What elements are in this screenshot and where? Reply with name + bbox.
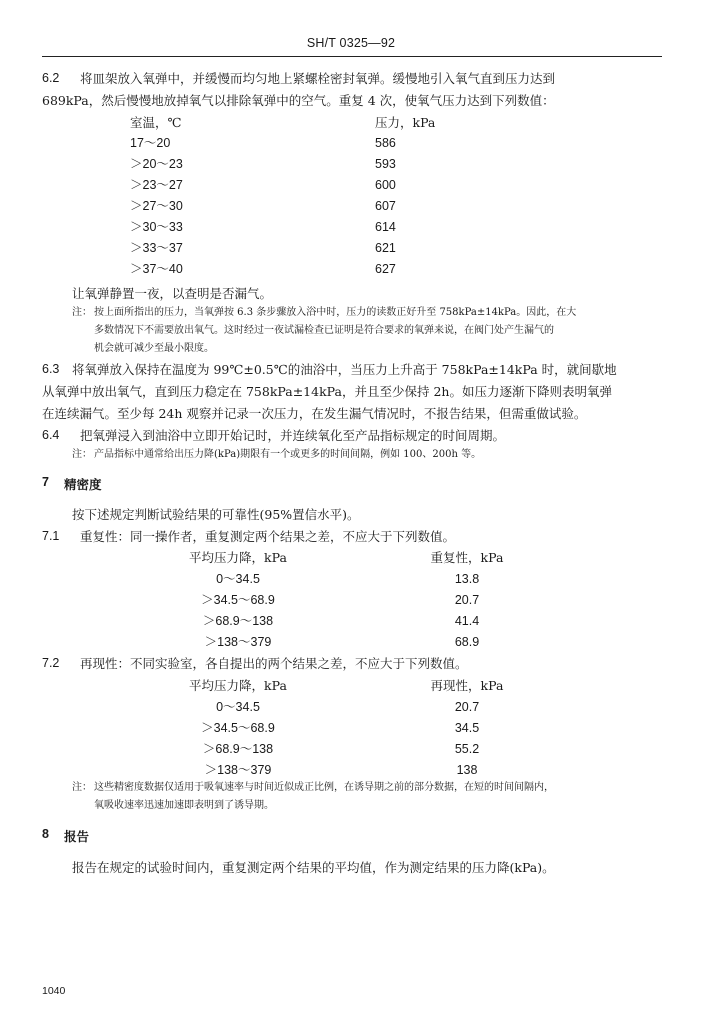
repeatability-range: 0～34.5 <box>216 572 260 586</box>
section-6-3-line-2: 从氧弹中放出氧气，直到压力稳定在 758kPa±14kPa，并且至少保持 2h。如压力逐渐下降则表明氧弹 <box>42 384 612 399</box>
reproducibility-value: 34.5 <box>454 721 480 735</box>
section-6-2-after-text: 让氧弹静置一夜，以查明是否漏气。 <box>72 286 273 301</box>
repeatability-range: ＞138～379 <box>204 635 272 649</box>
temp-header: 室温，℃ <box>130 115 182 130</box>
reproducibility-value: 138 <box>456 763 478 777</box>
reproducibility-range: 0～34.5 <box>216 700 260 714</box>
section-6-3-line-1: 将氧弹放入保持在温度为 99℃±0.5℃的油浴中，当压力上升高于 758kPa±14kPa 时，就间歇地 <box>72 362 617 377</box>
temp-row-pressure: 621 <box>375 241 396 255</box>
pressure-header: 压力，kPa <box>375 115 436 130</box>
repeatability-value: 13.8 <box>454 572 480 586</box>
section-7-number: 7 <box>42 475 49 489</box>
section-6-2-note-line-1: 按上面所指出的压力，当氧弹按 6.3 条步骤放入浴中时，压力的读数正好升至 758kPa±14kPa。因此，在大 <box>94 307 577 318</box>
repeatability-value: 68.9 <box>454 635 480 649</box>
section-6-2-note-line-2: 多数情况下不需要放出氧气。这时经过一夜试漏检查已证明是符合要求的氧弹来说，在阀门处产生漏气的 <box>94 325 554 336</box>
temp-row-temp: 17～20 <box>130 136 171 150</box>
standard-code-header: SH/T 0325—92 <box>306 36 396 50</box>
section-6-2-line-1: 将皿架放入氧弹中，并缓慢而均匀地上紧螺栓密封氧弹。缓慢地引入氧气直到压力达到 <box>80 71 556 86</box>
temp-row-temp: ＞37～40 <box>130 262 183 276</box>
section-7-note-line-1: 这些精密度数据仅适用于吸氧速率与时间近似成正比例，在诱导期之前的部分数据，在短的时间间隔内， <box>94 782 554 793</box>
reproducibility-header-left: 平均压力降，kPa <box>189 678 287 693</box>
section-6-4-note: 产品指标中通常给出压力降(kPa)期限有一个或更多的时间间隔，例如 100、200h 等。 <box>94 449 482 460</box>
repeatability-header-left: 平均压力降，kPa <box>189 550 287 565</box>
temp-row-temp: ＞27～30 <box>130 199 183 213</box>
section-6-4-number: 6.4 <box>42 428 60 442</box>
reproducibility-range: ＞68.9～138 <box>202 742 274 756</box>
section-7-intro: 按下述规定判断试验结果的可靠性(95%置信水平)。 <box>72 507 360 522</box>
repeatability-value: 20.7 <box>454 593 480 607</box>
section-8-title: 报告 <box>64 829 90 844</box>
section-6-2-number: 6.2 <box>42 71 60 85</box>
temp-row-pressure: 593 <box>375 157 396 171</box>
temp-row-pressure: 586 <box>375 136 396 150</box>
section-6-2-line-2: 689kPa，然后慢慢地放掉氧气以排除氧弹中的空气。重复 4 次，使氧气压力达到下列数值： <box>42 93 555 108</box>
repeatability-value: 41.4 <box>454 614 480 628</box>
reproducibility-value: 20.7 <box>454 700 480 714</box>
reproducibility-range: ＞138～379 <box>204 763 272 777</box>
reproducibility-header-right: 再现性，kPa <box>430 678 504 693</box>
temp-row-temp: ＞20～23 <box>130 157 183 171</box>
temp-row-pressure: 627 <box>375 262 396 276</box>
repeatability-header-right: 重复性，kPa <box>430 550 504 565</box>
temp-row-temp: ＞30～33 <box>130 220 183 234</box>
section-7-1-number: 7.1 <box>42 529 60 543</box>
header-rule <box>42 56 662 57</box>
section-6-3-line-3: 在连续漏气。至少每 24h 观察并记录一次压力，在发生漏气情况时，不报告结果，但需重做试验。 <box>42 406 587 421</box>
note-label: 注： <box>72 449 92 460</box>
section-6-3-number: 6.3 <box>42 362 60 376</box>
section-7-title: 精密度 <box>64 477 102 492</box>
section-8-text: 报告在规定的试验时间内，重复测定两个结果的平均值，作为测定结果的压力降(kPa)。 <box>72 860 555 875</box>
note-label: 注： <box>72 782 92 793</box>
temp-row-pressure: 607 <box>375 199 396 213</box>
repeatability-range: ＞68.9～138 <box>202 614 274 628</box>
section-8-number: 8 <box>42 827 49 841</box>
section-7-2-text: 再现性：不同实验室，各自提出的两个结果之差，不应大于下列数值。 <box>80 656 468 671</box>
section-6-4-line-1: 把氧弹浸入到油浴中立即开始记时，并连续氧化至产品指标规定的时间周期。 <box>80 428 506 443</box>
note-label: 注： <box>72 307 92 318</box>
temp-row-temp: ＞33～37 <box>130 241 183 255</box>
reproducibility-range: ＞34.5～68.9 <box>201 721 275 735</box>
section-6-2-note-line-3: 机会就可减少至最小限度。 <box>94 343 214 354</box>
repeatability-range: ＞34.5～68.9 <box>201 593 275 607</box>
reproducibility-value: 55.2 <box>454 742 480 756</box>
page-number: 1040 <box>42 985 66 997</box>
section-7-note-line-2: 氧吸收速率迅速加速即表明到了诱导期。 <box>94 800 274 811</box>
temp-row-pressure: 600 <box>375 178 396 192</box>
temp-row-temp: ＞23～27 <box>130 178 183 192</box>
section-7-1-text: 重复性：同一操作者，重复测定两个结果之差，不应大于下列数值。 <box>80 529 456 544</box>
section-7-2-number: 7.2 <box>42 656 60 670</box>
temp-row-pressure: 614 <box>375 220 396 234</box>
